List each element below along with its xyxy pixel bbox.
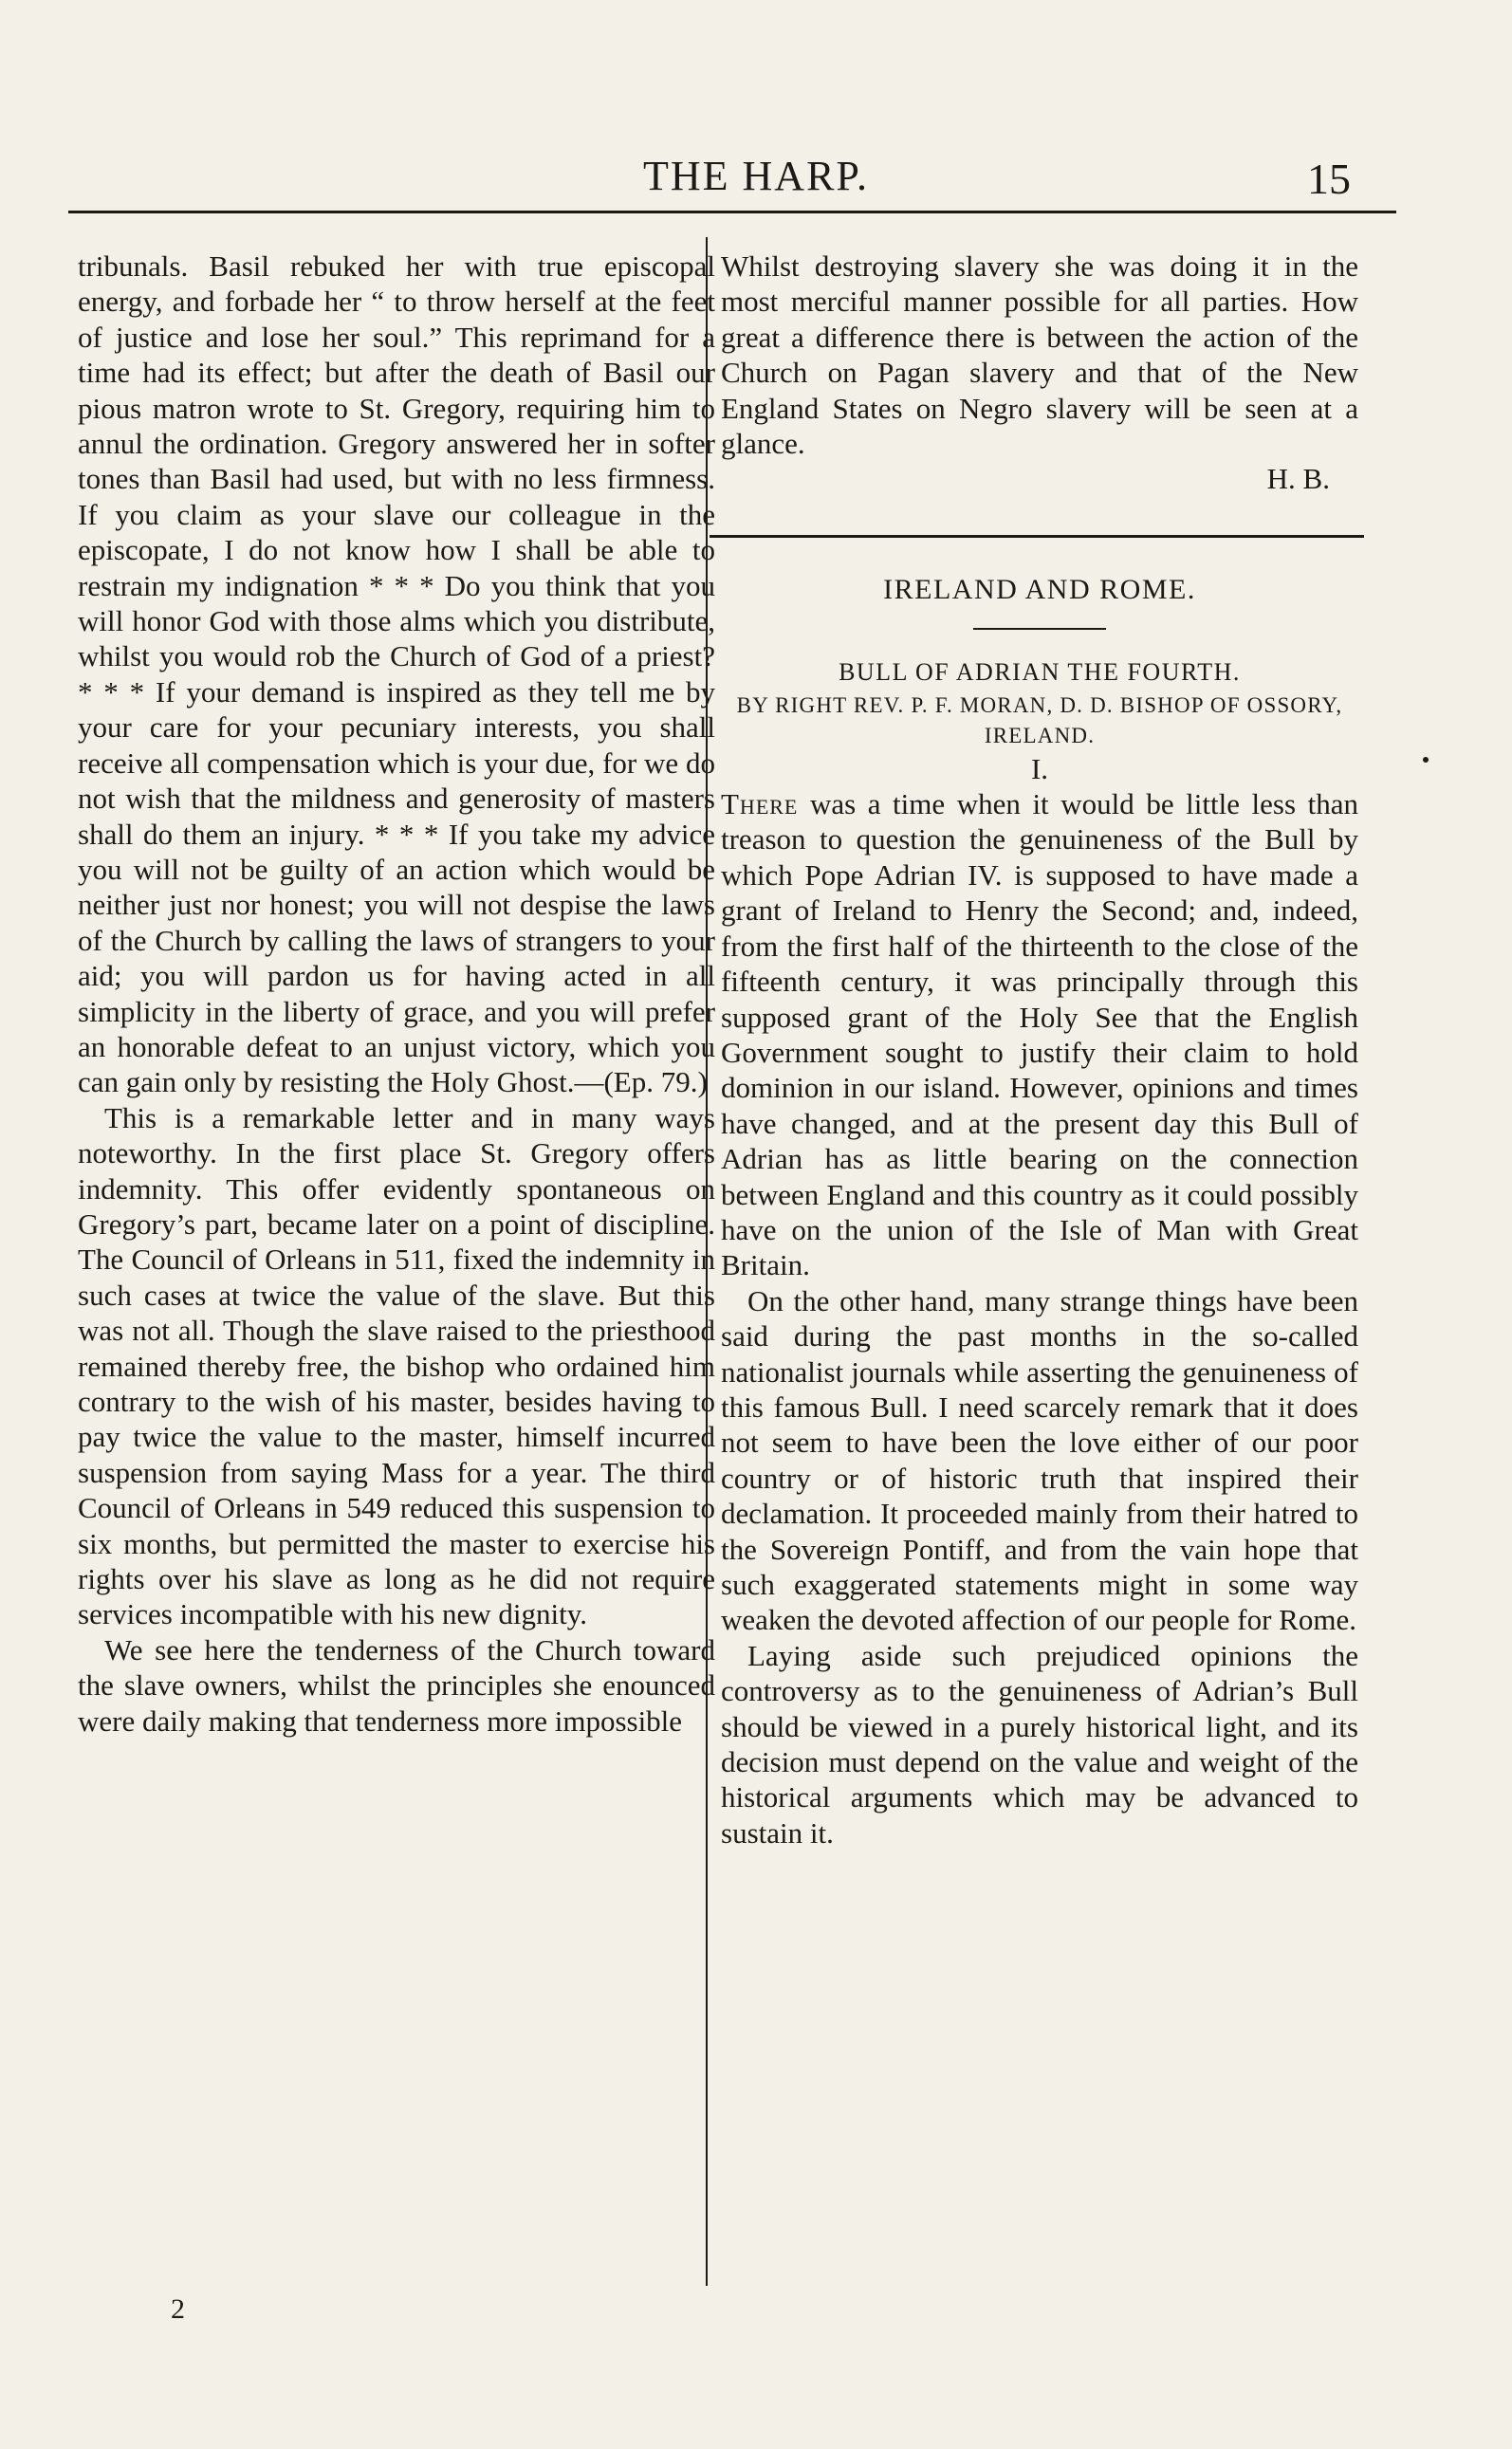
header-rule	[68, 211, 1396, 213]
author-initials: H. B.	[1266, 462, 1330, 496]
left-paragraph-2: This is a remarkable letter and in many ways noteworthy. In the first place St. Gregory offers indemnity. This offer evidently spontaneous on Gregory’s part, became later on a point of discipline. The Council of Orleans in 511, fixed the indemnity in such cases at twice the value of the slave. But this was not all. Though the slave raised to the priesthood remained thereby free, the bishop who ordained him contrary to the wish of his master, besides having to pay twice the value to the master, himself incurred suspension from saying Mass for a year. The third Council of Orleans in 549 reduced this suspension to six months, but permitted the master to exercise his rights over his slave as long as he did not require services incompatible with his new dignity.	[78, 1100, 715, 1631]
title-rule	[973, 628, 1106, 630]
signature-mark: 2	[171, 2293, 185, 2325]
right-paragraph-1	[721, 786, 1358, 1283]
running-head-title: THE HARP.	[642, 153, 870, 199]
left-paragraph-1: tribunals. Basil rebuked her with true episcopal energy, and forbade her “ to throw herself at the feet of justice and lose her soul.” This reprimand for a time had its effect; but after the death of Basil our pious matron wrote to St. Gregory, requiring him to annul the ordination. Gregory answered her in softer tones than Basil had used, but with no less firmness. If you claim as your slave our colleague in the episcopate, I do not know how I shall be able to restrain my indignation * * * Do you think that you will honor God with those alms which you distribute, whilst you would rob the Church of God of a priest? * * * If your demand is inspired as they tell me by your care for your pecuniary interests, you shall receive all compensation which is your due, for we do not wish that the mildness and generosity of masters shall do them an injury. * * * If you take my advice you will not be guilty of an action which would be neither just nor honest; you will not despise the laws of the Church by calling the laws of strangers to your aid; you will pardon us for having acted in all simplicity in the liberty of grace, and you will prefer an honorable defeat to an unjust victory, which you can gain only by resisting the Holy Ghost.—(Ep. 79.)	[78, 249, 715, 1099]
left-column	[78, 249, 715, 1739]
lead-word: There	[721, 787, 799, 821]
section-number: I.	[1030, 751, 1049, 785]
article-title: IRELAND AND ROME.	[883, 573, 1196, 605]
ink-dot	[1423, 757, 1429, 763]
article-byline: BY RIGHT REV. P. F. MORAN, D. D. BISHOP OF OSSORY, IRELAND.	[736, 692, 1343, 747]
right-paragraph-2: On the other hand, many strange things have been said during the past months in the so-called nationalist journals while asserting the genuineness of this famous Bull. I need scarcely remark that it does not seem to have been the love either of our poor country or of historic truth that inspired their declamation. It proceeded mainly from their hatred to the Sovereign Pontiff, and from the vain hope that such exaggerated statements might in some way weaken the devoted affection of our people for Rome.	[721, 1283, 1358, 1637]
right-column	[721, 249, 1358, 1851]
column-divider	[706, 237, 708, 2286]
continuation-paragraph: Whilst destroying slavery she was doing it in the most merciful manner possible for all parties. How great a difference there is between the action of the Church on Pagan slavery and that of the New England States on Negro slavery will be seen at a glance.	[721, 249, 1358, 461]
right-paragraph-1-text: was a time when it would be little less than treason to question the genuineness of the Bull by which Pope Adrian IV. is supposed to have made a grant of Ireland to Henry the Second; and, indeed, from the first half of the thirteenth to the close of the fifteenth century, it was principally through this supposed grant of the Holy See that the English Government sought to justify their claim to hold dominion in our island. However, opinions and times have changed, and at the present day this Bull of Adrian has as little bearing on the connection between England and this country as it could possibly have on the union of the Isle of Man with Great Britain.	[721, 787, 1358, 1282]
left-paragraph-3: We see here the tenderness of the Church toward the slave owners, whilst the principles she enounced were daily making that tenderness more impossible	[78, 1632, 715, 1738]
page-number: 15	[1307, 155, 1351, 203]
right-paragraph-3: Laying aside such prejudiced opinions the controversy as to the genuineness of Adrian’s Bull should be viewed in a purely historical light, and its decision must depend on the value and weight of the historical arguments which may be advanced to sustain it.	[721, 1638, 1358, 1850]
article-separator	[710, 535, 1364, 538]
article-subtitle: BULL OF ADRIAN THE FOURTH.	[839, 658, 1241, 687]
